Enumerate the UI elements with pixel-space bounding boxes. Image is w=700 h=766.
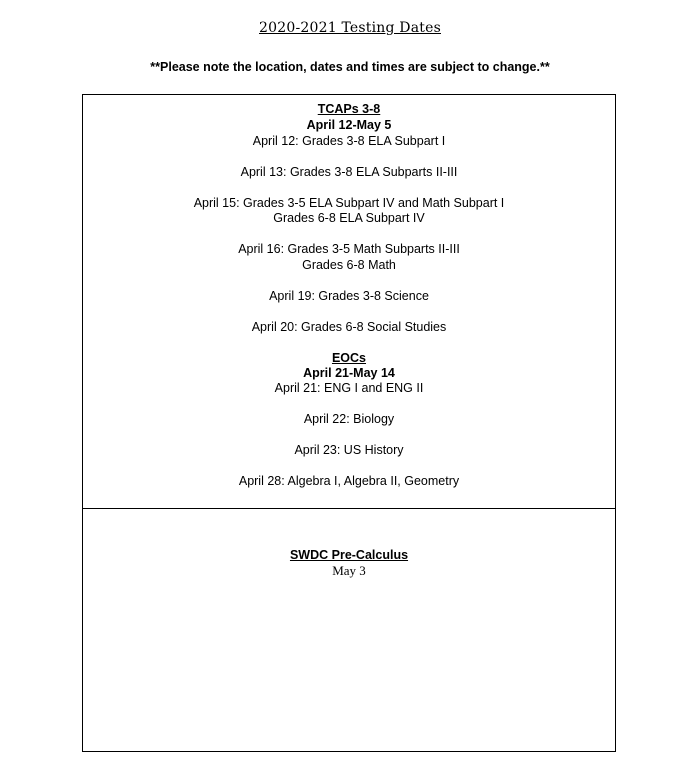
- schedule-line: April 19: Grades 3-8 Science: [269, 289, 429, 303]
- swdc-heading: SWDC Pre-Calculus: [289, 548, 409, 562]
- state-tests-cell: [83, 95, 615, 509]
- schedule-line: April 23: US History: [294, 443, 404, 457]
- eocs-heading: EOCs: [331, 351, 367, 365]
- tcaps-heading: TCAPs 3-8: [317, 102, 381, 116]
- change-notice: **Please note the location, dates and times are subject to change.**: [150, 60, 550, 74]
- swdc-cell: [83, 509, 615, 751]
- tcaps-date-range: April 12-May 5: [306, 118, 392, 132]
- page-title: 2020-2021 Testing Dates: [259, 20, 441, 36]
- schedule-line: Grades 6-8 ELA Subpart IV: [273, 211, 425, 225]
- schedule-line: April 12: Grades 3-8 ELA Subpart I: [252, 134, 446, 148]
- schedule-line: April 13: Grades 3-8 ELA Subparts II-III: [240, 165, 458, 179]
- schedule-line: Grades 6-8 Math: [302, 258, 396, 272]
- schedule-line: April 28: Algebra I, Algebra II, Geometry: [238, 474, 460, 488]
- testing-schedule-table: [82, 94, 616, 752]
- schedule-line: April 16: Grades 3-5 Math Subparts II-III: [238, 242, 460, 256]
- schedule-line: April 21: ENG I and ENG II: [274, 381, 424, 395]
- schedule-line: April 20: Grades 6-8 Social Studies: [251, 320, 447, 334]
- schedule-line: April 22: Biology: [303, 412, 395, 426]
- schedule-line: April 15: Grades 3-5 ELA Subpart IV and Math Subpart I: [193, 196, 505, 210]
- swdc-date: May 3: [332, 563, 366, 578]
- eocs-date-range: April 21-May 14: [303, 366, 395, 380]
